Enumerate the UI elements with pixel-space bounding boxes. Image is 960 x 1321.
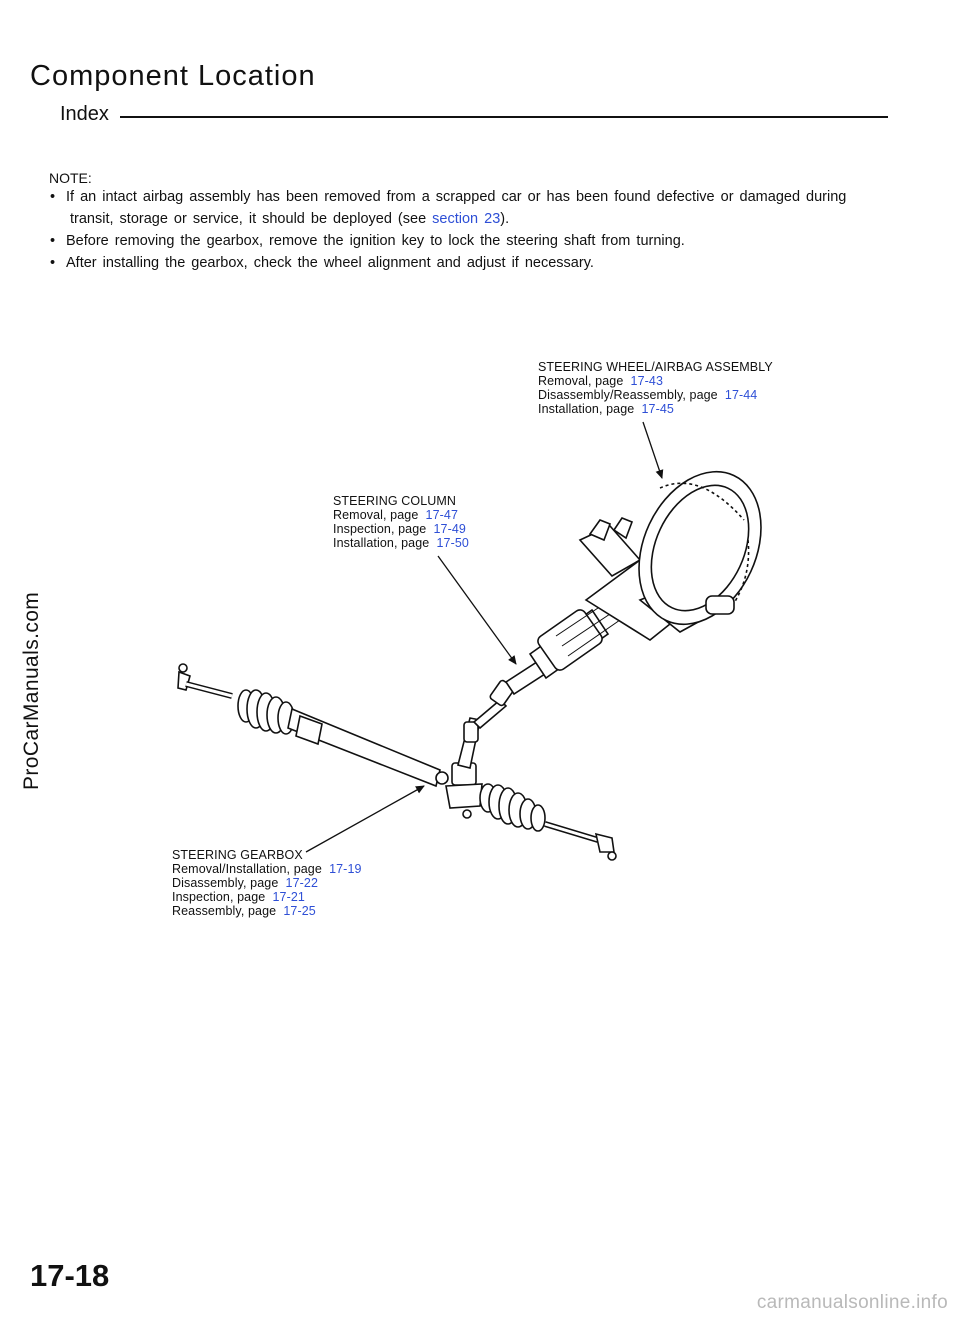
note-bullet-text: After installing the gearbox, check the wheel alignment and adjust if necessary. — [66, 255, 594, 271]
callout-line: Installation, page 17-50 — [333, 536, 469, 550]
page-title: Component Location — [30, 60, 316, 92]
callout-line: Inspection, page 17-49 — [333, 522, 466, 536]
note-bullet-text: Before removing the gearbox, remove the ignition key to lock the steering shaft from turning. — [66, 233, 685, 249]
steering-wheel-drawing — [580, 452, 785, 644]
column-leader-line — [438, 556, 516, 664]
page-number: 17-18 — [30, 1258, 110, 1293]
callout-line: Removal, page 17-47 — [333, 508, 459, 522]
page-link[interactable]: 17-47 — [425, 508, 459, 522]
note-bullet-text: If an intact airbag assembly has been removed from a scrapped car or has been found defective or damaged during — [66, 189, 847, 205]
callout-line: Removal, page 17-43 — [538, 374, 664, 388]
page-link[interactable]: 17-19 — [329, 862, 362, 876]
side-watermark: ProCarManuals.com — [20, 591, 43, 790]
page-subtitle: Index — [60, 103, 109, 125]
page-link[interactable]: 17-44 — [724, 388, 758, 402]
page-link[interactable]: 17-21 — [272, 890, 305, 904]
page-link[interactable]: 17-43 — [630, 374, 664, 388]
steering-gearbox-drawing — [178, 664, 616, 860]
callout-line: Inspection, page 17-21 — [172, 890, 305, 904]
steering-column-callout — [333, 494, 469, 550]
gearbox-leader-line — [306, 786, 424, 852]
callout-heading: STEERING WHEEL/AIRBAG ASSEMBLY — [538, 360, 773, 374]
footer-watermark: carmanualsonline.info — [756, 1292, 948, 1313]
steering-gearbox-callout — [172, 848, 362, 918]
note-bullet-text: ). — [500, 211, 510, 227]
callout-heading: STEERING GEARBOX — [172, 848, 303, 862]
page-link[interactable]: 17-22 — [285, 876, 319, 890]
wheel-leader-line — [643, 422, 662, 478]
callout-line: Installation, page 17-45 — [538, 402, 674, 416]
page-link[interactable]: 17-50 — [436, 536, 469, 550]
steering-column-drawing — [458, 600, 620, 768]
page-link[interactable]: 17-45 — [641, 402, 674, 416]
callout-heading: STEERING COLUMN — [333, 494, 457, 508]
callout-line: Reassembly, page 17-25 — [172, 904, 316, 918]
steering-wheel-callout — [538, 360, 773, 416]
callout-line: Removal/Installation, page 17-19 — [172, 862, 362, 876]
note-heading: NOTE: — [49, 170, 92, 186]
page-link[interactable]: 17-49 — [433, 522, 466, 536]
section-link[interactable]: section 23 — [432, 211, 501, 227]
callout-line: Disassembly, page 17-22 — [172, 876, 319, 890]
note-bullet-text: transit, storage or service, it should be deployed (see — [70, 211, 427, 227]
callout-line: Disassembly/Reassembly, page 17-44 — [538, 388, 758, 402]
page-link[interactable]: 17-25 — [283, 904, 316, 918]
